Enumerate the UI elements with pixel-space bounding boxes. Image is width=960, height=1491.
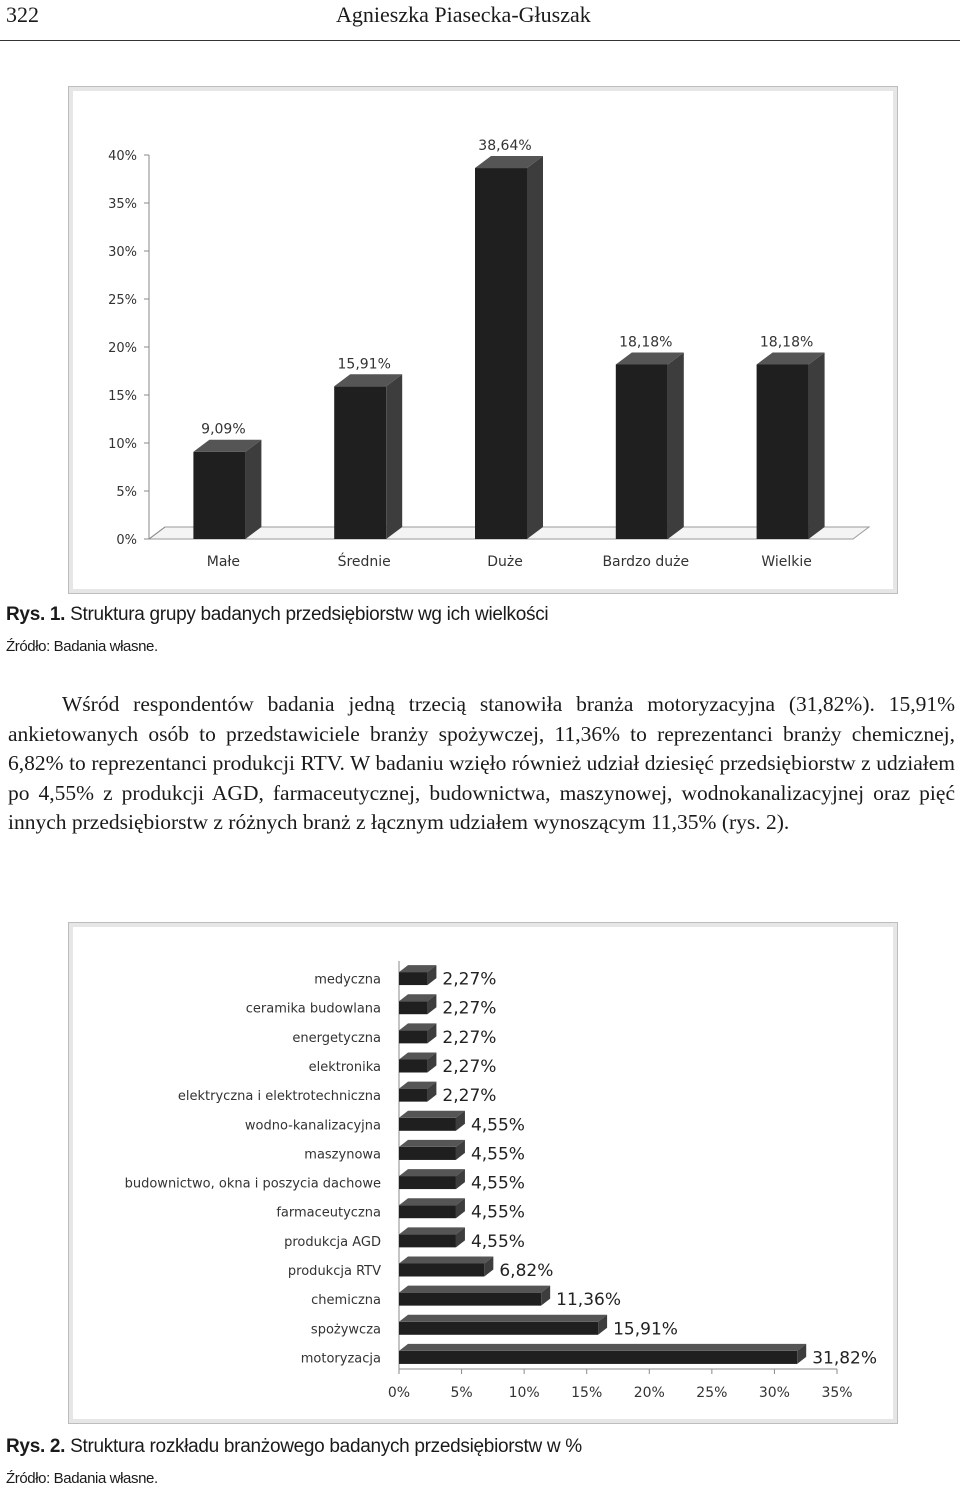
figure-1-bar-chart [69, 87, 897, 593]
chart2-category-label-3: energetyczna [292, 1030, 381, 1046]
chart2-category-label-12: chemiczna [311, 1293, 381, 1309]
chart2-x-tick-label: 30% [758, 1385, 790, 1401]
chart2-category-label-2: ceramika budowlana [245, 1001, 381, 1017]
chart1-y-tick-label: 20% [108, 341, 137, 356]
chart2-bar-6 [399, 1118, 456, 1131]
chart1-y-tick-label: 25% [108, 293, 137, 308]
chart2-data-label-14: 31,82% [812, 1348, 878, 1369]
chart1-bar-4 [616, 364, 668, 539]
chart1-category-label-5: Wielkie [761, 554, 812, 570]
chart1-data-label-3: 38,64% [478, 138, 532, 155]
chart2-data-label-10: 4,55% [470, 1231, 525, 1252]
chart2-bar-9 [399, 1205, 456, 1218]
chart1-y-tick-label: 30% [108, 245, 137, 260]
chart2-bar-top-8 [399, 1169, 465, 1176]
chart2-x-tick-label: 35% [821, 1385, 853, 1401]
chart1-bar-1 [193, 452, 245, 539]
chart1-category-label-3: Duże [487, 554, 523, 570]
chart2-bar-1 [399, 972, 427, 985]
chart2-x-tick-label: 20% [633, 1385, 665, 1401]
chart2-bar-14 [399, 1351, 797, 1364]
body-paragraph-text: Wśród respondentów badania jedną trzecią stanowiła branża motoryzacyjna (31,82%). 15,91% ankietowanych osób to przedstawiciele branży spożywczej, 11,36% to reprezentanci branży chemicznej, 6,82% to reprezentanci produkcji RTV. W badaniu wzięło również udział dziesięć przedsiębiorstw z udziałem po 4,55% z produkcji AGD, farmaceutycznej, budownictwa, maszynowej, wodnokanalizacyjnej oraz pięć innych przedsiębiorstw z różnych branż z łącznym udziałem wynoszącym 11,35% (rys. 2). [8, 692, 955, 834]
chart1-y-tick-label: 0% [116, 533, 137, 548]
chart2-category-label-11: produkcja RTV [287, 1264, 381, 1279]
chart2-bar-2 [399, 1001, 427, 1014]
chart2-category-label-1: medyczna [314, 972, 381, 988]
chart2-bar-7 [399, 1147, 456, 1160]
chart2-bar-top-10 [399, 1227, 465, 1234]
chart1-y-tick-label: 40% [108, 149, 137, 164]
chart2-bar-13 [399, 1322, 598, 1335]
chart2-data-label-1: 2,27% [442, 969, 497, 990]
chart2-category-label-5: elektryczna i elektrotechniczna [177, 1089, 381, 1105]
chart2-category-label-6: wodno-kanalizacyjna [244, 1118, 381, 1134]
chart1-bar-side-4 [668, 352, 684, 539]
chart2-category-label-7: maszynowa [304, 1147, 381, 1163]
page-number: 322 [6, 2, 39, 27]
chart1-category-label-4: Bardzo duże [602, 554, 690, 570]
chart2-category-label-13: spożywcza [310, 1322, 381, 1338]
chart1-y-tick-label: 15% [108, 389, 137, 404]
chart2-bar-8 [399, 1176, 456, 1189]
chart2-x-tick-label: 15% [571, 1385, 603, 1401]
figure-2-bar-chart [69, 923, 897, 1423]
chart2-bar-top-6 [399, 1111, 465, 1118]
chart1-data-label-5: 18,18% [759, 334, 814, 351]
figure-1-source: Źródło: Badania własne. [6, 638, 158, 655]
chart2-category-label-10: produkcja AGD [284, 1234, 381, 1250]
chart1-bar-side-1 [245, 440, 261, 539]
chart2-category-label-9: farmaceutyczna [276, 1205, 381, 1221]
chart2-bar-top-11 [399, 1257, 493, 1264]
chart2-category-label-4: elektronika [308, 1060, 381, 1075]
chart2-bar-top-14 [399, 1344, 806, 1351]
figure-2-caption-text: Struktura rozkładu branżowego badanych przedsiębiorstw w % [70, 1436, 582, 1457]
figure-2-chart-frame [68, 922, 898, 1424]
chart2-bar-top-12 [399, 1286, 550, 1293]
chart2-data-label-7: 4,55% [470, 1144, 525, 1165]
chart2-data-label-9: 4,55% [470, 1202, 525, 1223]
chart2-x-tick-label: 5% [450, 1385, 473, 1401]
chart2-data-label-5: 2,27% [442, 1086, 497, 1107]
chart1-bar-side-5 [809, 352, 825, 539]
chart1-bar-2 [334, 386, 386, 539]
chart2-bar-3 [399, 1030, 427, 1043]
chart2-bar-4 [399, 1060, 427, 1073]
chart1-y-tick-label: 35% [108, 197, 137, 212]
chart1-bar-3 [475, 168, 527, 539]
chart2-data-label-2: 2,27% [442, 998, 497, 1019]
chart1-category-label-1: Małe [206, 554, 241, 570]
chart2-bar-top-13 [399, 1315, 607, 1322]
chart2-bar-top-9 [399, 1198, 465, 1205]
figure-1-chart-frame [68, 86, 898, 594]
running-head-author: Agnieszka Piasecka-Głuszak [336, 2, 591, 27]
chart2-data-label-11: 6,82% [499, 1261, 554, 1281]
chart2-x-tick-label: 0% [387, 1385, 411, 1401]
chart2-category-label-14: motoryzacja [300, 1351, 381, 1367]
chart2-data-label-4: 2,27% [442, 1057, 497, 1077]
chart2-bar-5 [399, 1089, 427, 1102]
chart2-bar-12 [399, 1293, 541, 1306]
chart2-bar-11 [399, 1264, 484, 1277]
chart2-bar-top-7 [399, 1140, 465, 1147]
chart1-data-label-1: 9,09% [201, 421, 246, 438]
chart2-data-label-8: 4,55% [470, 1173, 525, 1194]
figure-1-caption [6, 604, 548, 626]
chart1-bar-side-2 [386, 374, 402, 539]
body-paragraph [8, 690, 955, 838]
chart1-y-tick-label: 5% [116, 485, 137, 500]
chart2-category-label-8: budownictwo, okna i poszycia dachowe [124, 1176, 381, 1192]
figure-1-caption-label: Rys. 1. [6, 604, 66, 625]
chart1-data-label-4: 18,18% [619, 334, 673, 351]
chart1-bar-side-3 [527, 156, 543, 539]
figure-2-source: Źródło: Badania własne. [6, 1470, 158, 1487]
chart1-data-label-2: 15,91% [337, 356, 391, 373]
chart2-data-label-6: 4,55% [470, 1115, 525, 1136]
chart1-bar-5 [757, 364, 809, 539]
figure-2-caption [6, 1436, 582, 1458]
figure-2-caption-label: Rys. 2. [6, 1436, 66, 1457]
chart1-category-label-2: Średnie [337, 554, 391, 570]
chart2-x-tick-label: 10% [508, 1385, 540, 1401]
chart2-x-tick-label: 25% [696, 1385, 728, 1401]
chart1-y-tick-label: 10% [108, 437, 137, 452]
page-header [0, 0, 960, 41]
chart2-data-label-13: 15,91% [613, 1319, 678, 1340]
chart2-data-label-12: 11,36% [556, 1290, 621, 1311]
figure-1-caption-text: Struktura grupy badanych przedsiębiorstw wg ich wielkości [70, 604, 549, 625]
chart2-data-label-3: 2,27% [442, 1027, 497, 1048]
chart2-bar-10 [399, 1234, 456, 1247]
